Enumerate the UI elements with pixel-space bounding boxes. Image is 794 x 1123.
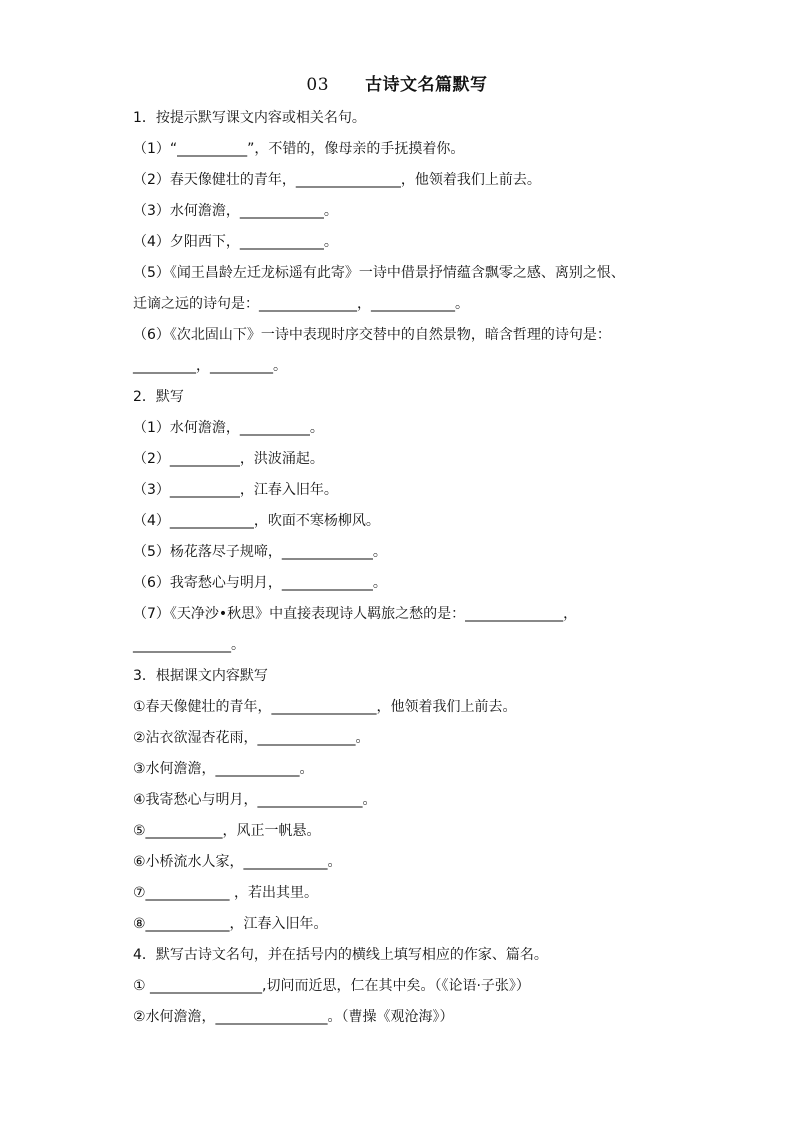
q3-item-8: ⑧____________，江春入旧年。 bbox=[133, 916, 328, 932]
q3-item-4: ④我寄愁心与明月，_______________。 bbox=[133, 792, 377, 808]
q1-item-6-cont: _________，_________。 bbox=[133, 358, 287, 374]
q2-item-6: （6）我寄愁心与明月，_____________。 bbox=[133, 575, 387, 591]
q1-item-2: （2）春天像健壮的青年，_______________，他领着我们上前去。 bbox=[133, 172, 541, 188]
q2-item-5: （5）杨花落尽子规啼，_____________。 bbox=[133, 544, 387, 560]
q1-item-5-cont: 迁谪之远的诗句是：______________，____________。 bbox=[133, 296, 469, 312]
q4-item-2: ②水何澹澹，________________。（曹操《观沧海》） bbox=[133, 1009, 454, 1025]
title-text: 古诗文名篇默写 bbox=[365, 75, 488, 95]
q2-item-4: （4）____________，吹面不寒杨柳风。 bbox=[133, 513, 380, 529]
q1-item-1: （1）“__________”，不错的，像母亲的手抚摸着你。 bbox=[133, 141, 465, 157]
q3-item-5: ⑤___________，风正一帆悬。 bbox=[133, 823, 321, 839]
question-3-heading: 3．根据课文内容默写 bbox=[133, 668, 268, 684]
q3-item-2: ②沾衣欲湿杏花雨，______________。 bbox=[133, 730, 370, 746]
q1-item-5: （5）《闻王昌龄左迁龙标遥有此寄》一诗中借景抒情蕴含飘零之感、离别之恨、 bbox=[133, 265, 625, 281]
q2-item-7-cont: ______________。 bbox=[133, 637, 245, 653]
q2-item-1: （1）水何澹澹，__________。 bbox=[133, 420, 324, 436]
q1-item-3: （3）水何澹澹，____________。 bbox=[133, 203, 338, 219]
q3-item-3: ③水何澹澹，____________。 bbox=[133, 761, 314, 777]
q3-item-1: ①春天像健壮的青年，_______________，他领着我们上前去。 bbox=[133, 699, 517, 715]
question-2-heading: 2．默写 bbox=[133, 389, 184, 405]
question-4-heading: 4．默写古诗文名句，并在括号内的横线上填写相应的作家、篇名。 bbox=[133, 947, 548, 963]
q3-item-6: ⑥小桥流水人家，____________。 bbox=[133, 854, 342, 870]
q1-item-4: （4）夕阳西下，____________。 bbox=[133, 234, 338, 250]
title-number: 03 bbox=[306, 75, 330, 95]
page-title bbox=[0, 70, 794, 95]
q3-item-7: ⑦____________ ，若出其里。 bbox=[133, 885, 319, 901]
q2-item-7: （7）《天净沙•秋思》中直接表现诗人羁旅之愁的是：______________， bbox=[133, 606, 578, 622]
question-1-heading: 1．按提示默写课文内容或相关名句。 bbox=[133, 110, 366, 126]
q1-item-6: （6）《次北固山下》一诗中表现时序交替中的自然景物，暗含哲理的诗句是： bbox=[133, 327, 611, 343]
q2-item-2: （2）__________，洪波涌起。 bbox=[133, 451, 324, 467]
q4-item-1: ① ________________,切问而近思，仁在其中矣。（《论语·子张》） bbox=[133, 978, 530, 994]
q2-item-3: （3）__________，江春入旧年。 bbox=[133, 482, 338, 498]
